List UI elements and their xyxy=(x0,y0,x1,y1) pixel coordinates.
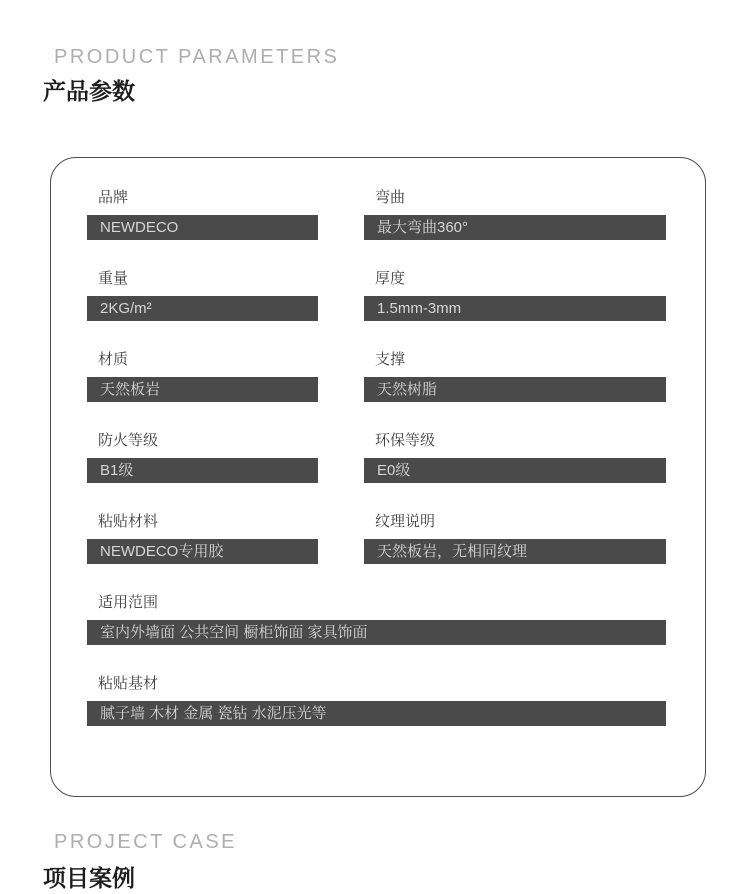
parameter-value-bar: 室内外墙面 公共空间 橱柜饰面 家具饰面 xyxy=(87,620,666,645)
parameter-group xyxy=(87,594,666,645)
parameter-row xyxy=(87,432,665,483)
parameter-label: 弯曲 xyxy=(375,189,406,206)
parameter-rows-container xyxy=(87,189,665,726)
parameter-row xyxy=(87,189,665,240)
parameter-row xyxy=(87,594,665,645)
parameter-row xyxy=(87,675,665,726)
parameter-value-bar: 天然树脂 xyxy=(364,377,666,402)
parameter-value-bar: 天然板岩 xyxy=(87,377,318,402)
parameter-label: 粘贴基材 xyxy=(98,675,159,692)
project-case-heading-zh: 项目案例 xyxy=(43,865,135,891)
parameter-label: 纹理说明 xyxy=(375,513,436,530)
project-case-heading-en: PROJECT CASE xyxy=(54,831,237,853)
parameter-value-bar: 2KG/m² xyxy=(87,296,318,321)
parameter-group xyxy=(87,675,666,726)
parameter-group xyxy=(364,189,666,240)
parameter-group xyxy=(364,270,666,321)
product-parameters-box xyxy=(50,157,706,797)
parameter-value-bar: NEWDECO专用胶 xyxy=(87,539,318,564)
parameter-value-bar: 天然板岩，无相同纹理 xyxy=(364,539,666,564)
parameter-value-bar: B1级 xyxy=(87,458,318,483)
parameter-label: 品牌 xyxy=(98,189,129,206)
parameter-value-bar: 腻子墙 木材 金属 瓷钻 水泥压光等 xyxy=(87,701,666,726)
parameter-group xyxy=(87,270,318,321)
product-parameters-heading-en: PRODUCT PARAMETERS xyxy=(54,46,340,68)
parameter-value-bar: 1.5mm-3mm xyxy=(364,296,666,321)
parameter-value-bar: 最大弯曲360° xyxy=(364,215,666,240)
parameter-label: 环保等级 xyxy=(375,432,436,449)
parameter-group xyxy=(87,513,318,564)
parameter-label: 防火等级 xyxy=(98,432,159,449)
parameter-row xyxy=(87,270,665,321)
parameter-row xyxy=(87,513,665,564)
parameter-group xyxy=(364,432,666,483)
parameter-label: 重量 xyxy=(98,270,129,287)
parameter-label: 适用范围 xyxy=(98,594,159,611)
product-parameters-heading-zh: 产品参数 xyxy=(43,78,135,104)
parameter-label: 支撑 xyxy=(375,351,406,368)
parameter-group xyxy=(87,189,318,240)
parameter-group xyxy=(87,351,318,402)
parameter-group xyxy=(87,432,318,483)
parameter-label: 厚度 xyxy=(375,270,406,287)
parameter-label: 材质 xyxy=(98,351,129,368)
parameter-value-bar: E0级 xyxy=(364,458,666,483)
parameter-group xyxy=(364,351,666,402)
parameter-group xyxy=(364,513,666,564)
parameter-row xyxy=(87,351,665,402)
parameter-value-bar: NEWDECO xyxy=(87,215,318,240)
parameter-label: 粘贴材料 xyxy=(98,513,159,530)
